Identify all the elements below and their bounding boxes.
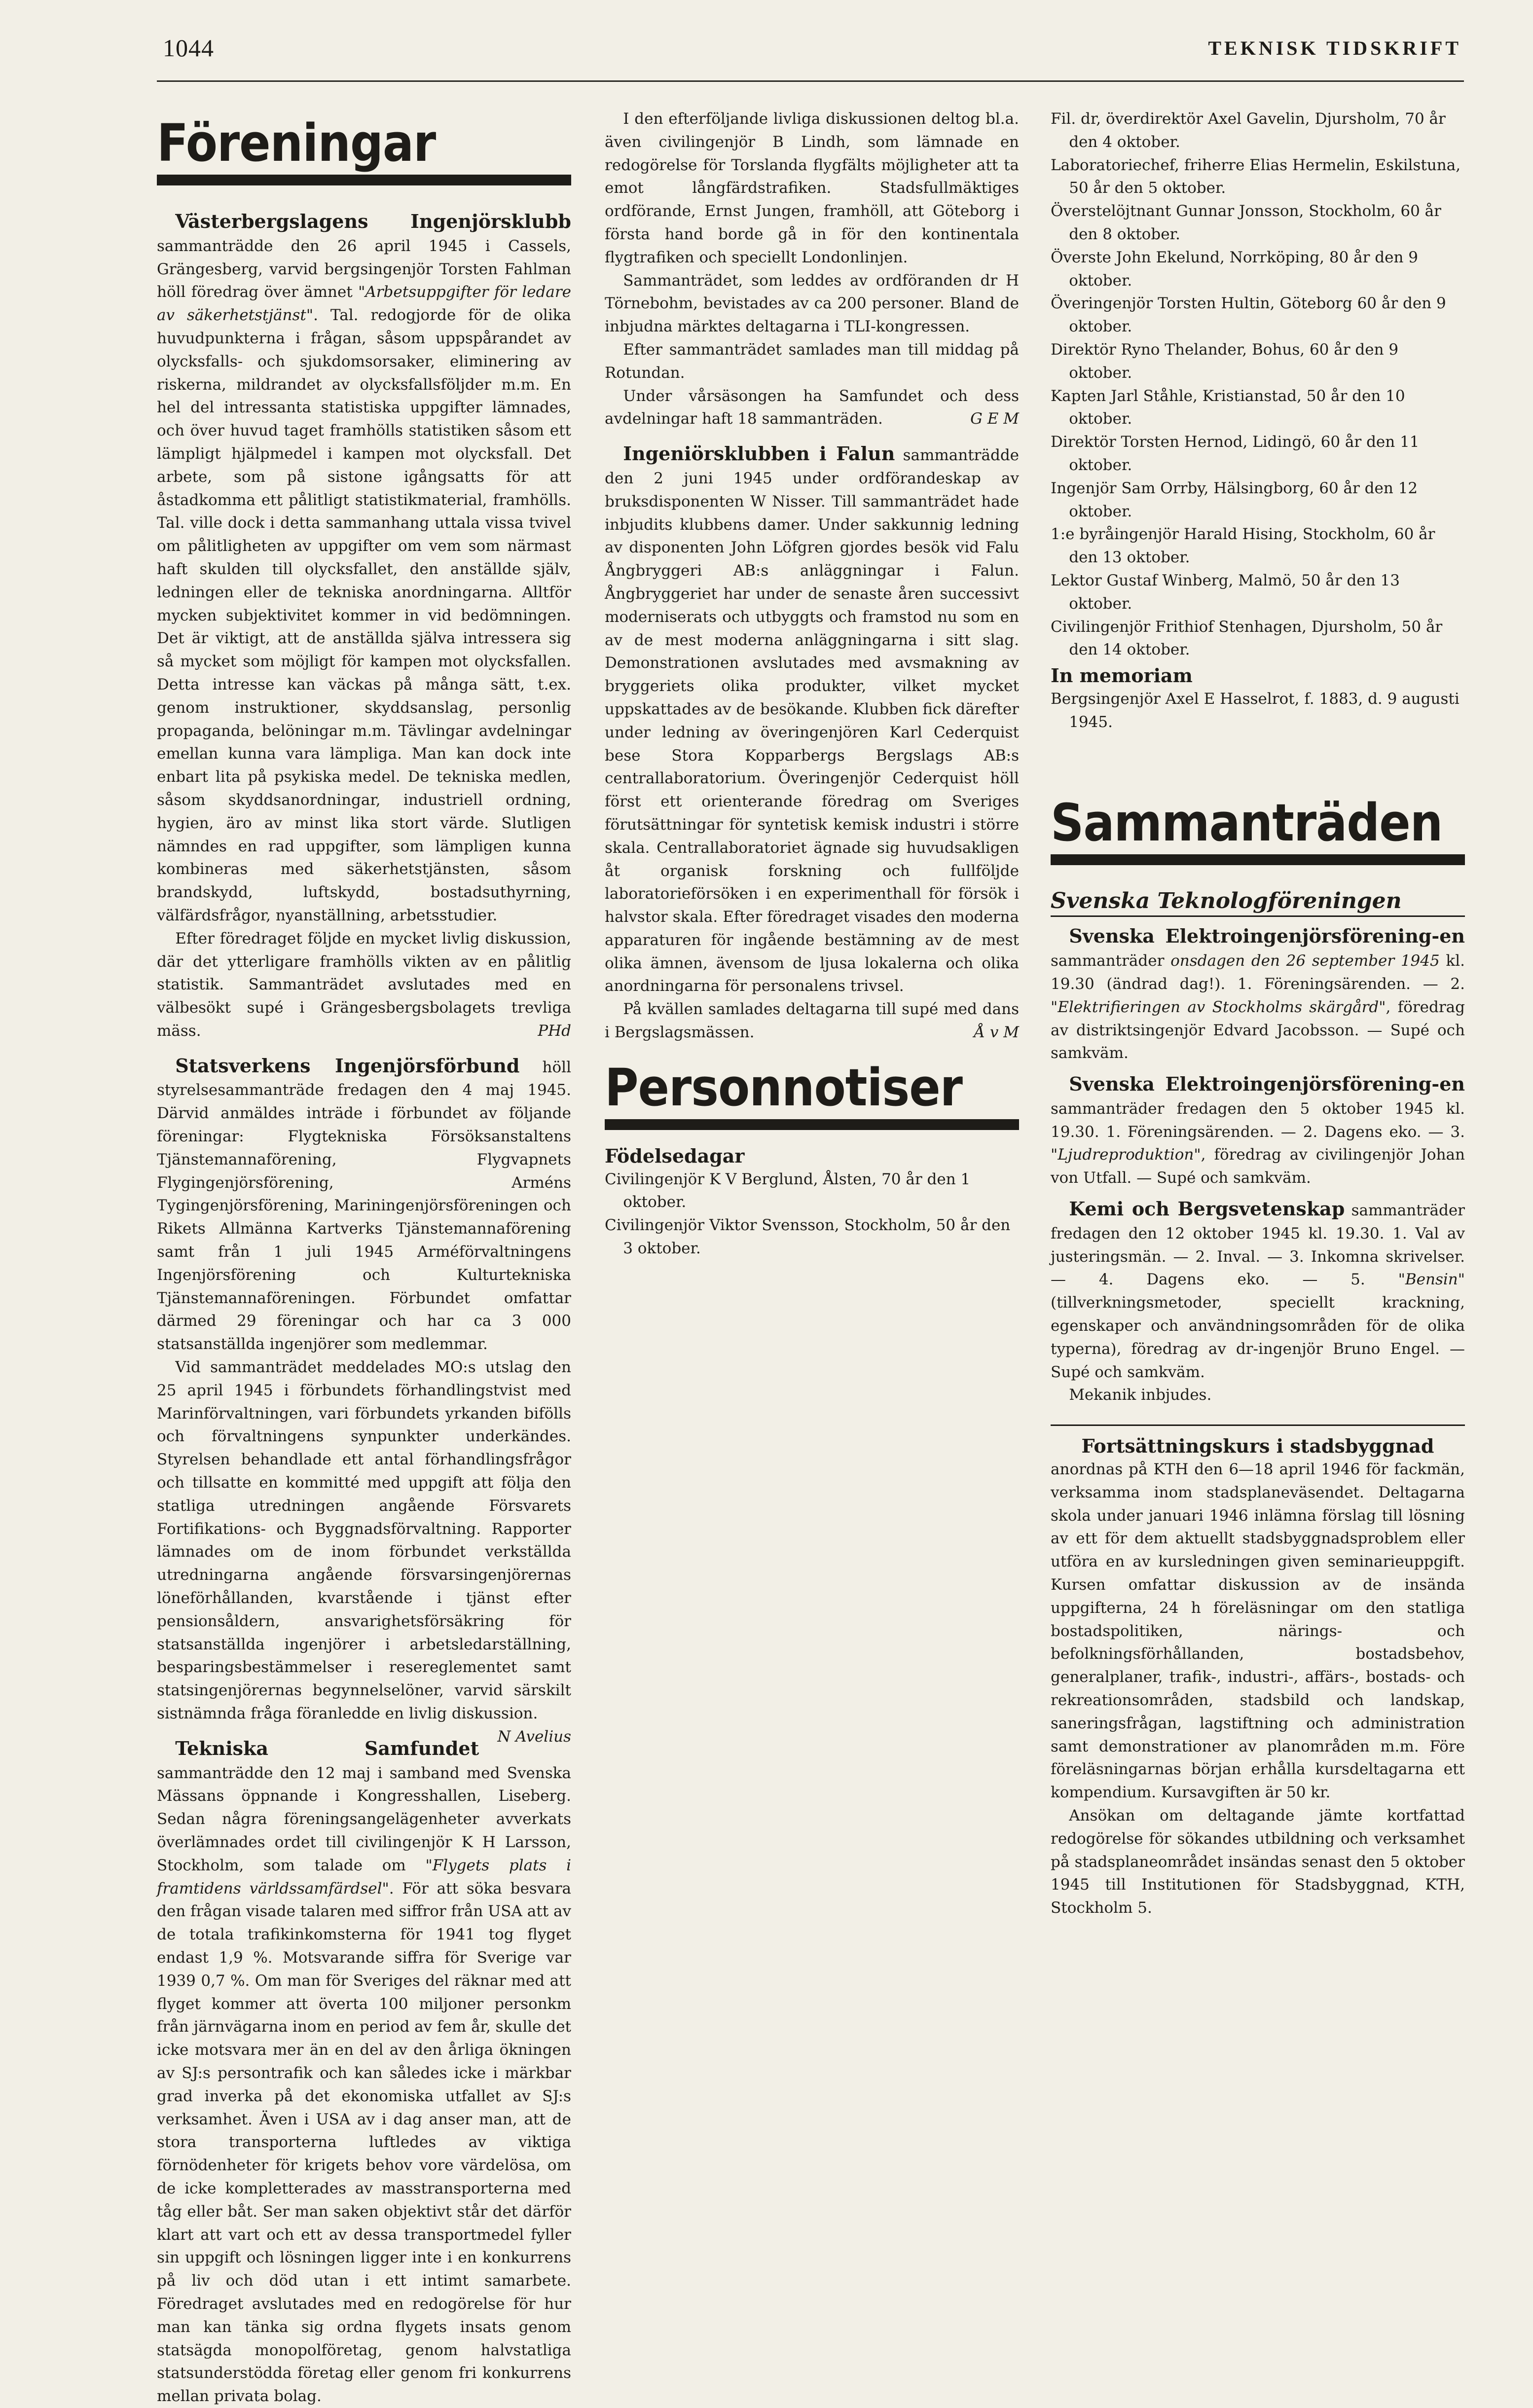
club-name: Statsverkens Ingenjörsförbund: [175, 1054, 520, 1077]
page-number: 1044: [163, 34, 214, 62]
club-name: Ingeniörsklubben i Falun: [623, 442, 895, 465]
paragraph: Under vårsäsongen ha Samfundet och dess avdelningar haft 18 sammanträden. G E M: [605, 385, 1019, 431]
meeting-heading: Svenska Elektroingenjörsförening-en: [1069, 925, 1465, 948]
signature: PHd: [538, 1022, 571, 1040]
signature: N Avelius: [497, 1727, 571, 1746]
section-rule: [605, 1119, 1019, 1130]
column-1: [157, 113, 571, 2408]
birthday-entry: Kapten Jarl Ståhle, Kristianstad, 50 år den 10 oktober.: [1051, 387, 1405, 428]
article-tekniska-samfundet: Tekniska Samfundet sammanträdde den 12 maj i samband med Svenska Mässans öppnande i Kongresshallen, Liseberg. Sedan några föreningsangelägenheter avverkats överlämnades ordet till civilingenjör K H Larsson, Stockholm, som talade om "Flygets plats i framtidens världssamfärdsel". För att söka besvara den frågan visade talaren med siffror från USA att av de totala trafikinkomsterna för 1941 tog flyget endast 1,9 %. Motsvarande siffra för Sverige var 1939 0,7 %. Om man för Sveriges del räknar med att flyget kommer att överta 100 miljoner personkm från järnvägarna inom en period av fem år, skulle det icke motsvara mer än en del av den årliga ökningen av SJ:s persontrafik och kan således icke i märkbar grad inverka på det ekonomiska utfallet av SJ:s verksamhet. Även i USA av i dag anser man, att de stora transporterna luftledes av viktiga förnödenheter för krigets behov vore värdelösa, om de icke kompletterades av masstransporterna med tåg eller båt. Ser man saken objektivt står det därför klart att vart och ett av dessa transportmedel fyller sin uppgift och lösningen ligger inte i en konkurrens på liv och död utan i ett intimt samarbete. Föredraget avslutades med en redogörelse för hur man kan tänka sig ordna flygets insats genom statsägda monopolföretag, genom halvstatliga statsunderstödda företag eller genom fri konkurrens mellan privata bolag.: [157, 1737, 572, 2406]
club-name: Tekniska Samfundet: [175, 1737, 479, 1759]
birthday-list-part-2: [1051, 108, 1465, 661]
birthday-entry: Överingenjör Torsten Hultin, Göteborg 60 år den 9 oktober.: [1051, 294, 1446, 336]
birthday-entry: Direktör Torsten Hernod, Lidingö, 60 år den 11 oktober.: [1051, 433, 1420, 474]
section-rule: [1051, 854, 1465, 865]
meeting-notice: Svenska Elektroingenjörsförening-en sammanträder onsdagen den 26 september 1945 kl. 19.30 (ändrad dag!). 1. Föreningsärenden. — 2. "Elektrifieringen av Stockholms skärgård", föredrag av distriktsingenjör Edvard Jacobsson. — Supé och samkväm.: [1051, 925, 1465, 1062]
header-rule: [157, 80, 1464, 82]
section-rule: [157, 175, 571, 185]
organization-heading: Svenska Teknologföreningen: [1051, 888, 1402, 913]
subsection-rule: [1051, 915, 1465, 917]
paragraph: I den efterföljande livliga diskussionen deltog bl.a. även civilingenjör B Lindh, som lämnade en redogörelse för Torslanda flygfälts möjligheter att ta emot långfärdstrafiken. Stadsfullmäktiges ordförande, Ernst Jungen, framhöll, att Göteborg i första hand borde gå in för den kontinentala flygtrafiken och speciellt Londonlinjen.: [605, 110, 1019, 266]
birthday-entry: Överstelöjtnant Gunnar Jonsson, Stockholm, 60 år den 8 oktober.: [1051, 202, 1441, 243]
memoriam-entry: Bergsingenjör Axel E Hasselrot, f. 1883, d. 9 augusti 1945.: [1051, 690, 1460, 731]
column-3: [1051, 108, 1465, 1920]
birthday-list-part-1: [605, 1168, 1019, 1260]
birthday-entry: 1:e byråingenjör Harald Hising, Stockholm, 60 år den 13 oktober.: [1051, 525, 1435, 567]
paragraph: Ansökan om deltagande jämte kortfattad redogörelse för sökandes utbildning och verksamhet på stadsplaneområdet insändas senast den 5 oktober 1945 till Institutionen för Stadsbyggnad, KTH, Stockholm 5.: [1051, 1807, 1465, 1917]
subheading-fodelsedagar: Födelsedagar: [605, 1144, 745, 1167]
meeting-notice: Svenska Elektroingenjörsförening-en sammanträder fredagen den 5 oktober 1945 kl. 19.30. 1. Föreningsärenden. — 2. Dagens eko. — 3. "Ljudreproduktion", föredrag av civilingenjör Johan von Utfall. — Supé och samkväm.: [1051, 1073, 1465, 1187]
meeting-heading: Svenska Elektroingenjörsförening-en: [1069, 1073, 1465, 1095]
journal-title: TEKNISK TIDSKRIFT: [1208, 37, 1461, 59]
paragraph: Efter sammanträdet samlades man till middag på Rotundan.: [605, 340, 1019, 382]
birthday-entry: Lektor Gustaf Winberg, Malmö, 50 år den 13 oktober.: [1051, 571, 1400, 613]
birthday-entry: Laboratoriechef, friherre Elias Hermelin, Eskilstuna, 50 år den 5 oktober.: [1051, 156, 1461, 197]
meeting-notice: Kemi och Bergsvetenskap sammanträder fredagen den 12 oktober 1945 kl. 19.30. 1. Val av justeringsmän. — 2. Inval. — 3. Inkomna skrivelser. — 4. Dagens eko. — 5. "Bensin" (tillverkningsmetoder, speciellt krackning, egenskaper och användningsområden för de olika typerna), föredrag av dr-ingenjör Bruno Engel. — Supé och samkväm.: [1051, 1198, 1465, 1381]
birthday-entry: Direktör Ryno Thelander, Bohus, 60 år den 9 oktober.: [1051, 340, 1399, 382]
paragraph: Efter föredraget följde en mycket livlig diskussion, där det ytterligare framhölls vikten av en pålitlig statistik. Sammanträdet avslutades med en välbesökt supé i Grängesbergsbolagets trevliga mäss. PHd: [157, 927, 571, 1043]
signature: Å v M: [974, 1023, 1019, 1042]
subheading-in-memoriam: In memoriam: [1051, 664, 1193, 687]
course-heading: Fortsättningskurs i stadsbyggnad: [1081, 1435, 1434, 1458]
birthday-entry: Civilingenjör Viktor Svensson, Stockholm, 50 år den 3 oktober.: [605, 1216, 1011, 1258]
column-2: [605, 108, 1019, 1260]
article-vasterbergslagen: Västerbergslagens Ingenjörsklubb sammanträdde den 26 april 1945 i Cassels, Grängesberg, varvid bergsingenjör Torsten Fahlman höll föredrag över ämnet "Arbetsuppgifter för ledare av säkerhetstjänst". Tal. redogjorde för de olika huvudpunkterna i frågan, såsom uppspårandet av olycksfalls- och sjukdomsorsaker, eliminering av riskerna, mildrandet av olycksfallsföljder m.m. En hel del intressanta statistiska uppgifter lämnades, och över huvud taget framhölls statistiken såsom ett lämpligt hjälpmedel i kampen mot olycksfall. Det arbete, som på sistone igångsatts för att åstadkomma ett pålitligt statistikmaterial, framhölls. Tal. ville dock i detta sammanhang uttala vissa tvivel om pålitligheten av uppgifter om vem som närmast haft skulden till olycksfallet, den anställde själv, ledningen eller de tekniska anordningarna. Alltför mycken subjektivitet kommer in vid bedömningen. Det är viktigt, att de anställda själva intressera sig så mycket som möjligt för kampen mot olycksfallen. Detta intresse kan väckas på många sätt, t.ex. genom instruktioner, skyddsanslag, personlig propaganda, belöningar m.m. Tävlingar avdelningar emellan kunna vara lämpliga. Man kan dock inte enbart lita på psykiska medel. De tekniska medlen, såsom skyddsanordningar, industriell ordning, hygien, äro av minst lika stort värde. Slutligen nämndes en rad uppgifter, som lämpligen kunna kombineras med säkerhetstjänsten, såsom brandskydd, luftskydd, bostadsuthyrning, välfärdsfrågor, nyanställning, arbetsstudier.: [157, 210, 572, 924]
birthday-entry: Civilingenjör Frithiof Stenhagen, Djursholm, 50 år den 14 oktober.: [1051, 618, 1443, 659]
subsection-rule: [1051, 1424, 1465, 1426]
club-name: Västerbergslagens Ingenjörsklubb: [175, 210, 571, 232]
paragraph: Vid sammanträdet meddelades MO:s utslag den 25 april 1945 i förbundets förhandlingstvist med Marinförvaltningen, vari förbundets yrkanden bifölls och förvaltningens synpunkter underkändes. Styrelsen behandlade ett antal förhandlingsfrågor och tillsatte en kommitté med uppgift att följa den statliga utredningen angående Försvarets Fortifikations- och Byggnadsförvaltning. Rapporter lämnades om de inom förbundet verkställda utredningarna angående försvarsingenjörernas löneförhållanden, kvarstående i tjänst efter pensionsåldern, ansvarighetsförsäkring för statsanställda ingenjörer i arbetsledarställning, besparingsbestämmelser i resereglementet samt statsingenjörernas begynnelselöner, varvid särskilt sistnämnda fråga föranledde en livlig diskussion. N Avelius: [157, 1356, 571, 1725]
section-title-personnotiser: Personnotiser: [605, 1057, 962, 1118]
birthday-entry: Civilingenjör K V Berglund, Ålsten, 70 år den 1 oktober.: [605, 1170, 971, 1211]
section-title-foreningar: Föreningar: [157, 113, 436, 173]
article-falun: Ingeniörsklubben i Falun sammanträdde den 2 juni 1945 under ordförandeskap av bruksdisponenten W Nisser. Till sammanträdet hade inbjudits klubbens damer. Under sakkunnig ledning av disponenten John Löfgren gjordes besök vid Falu Ångbryggeri AB:s anläggningar i Falun. Ångbryggeriet har under de senaste åren successivt moderniserats och utbyggts och framstod nu som en av de mest moderna anläggningarna i sitt slag. Demonstrationen avslutades med avsmakning av bryggeriets olika produkter, vilket mycket uppskattades av de besökande. Klubben fick därefter under ledning av överingenjören Karl Cederquist bese Stora Kopparbergs Bergslags AB:s centrallaboratorium. Överingenjör Cederquist höll först ett orienterande föredrag om Sveriges förutsättningar för syntetisk kemisk industri i större skala. Centrallaboratoriet ägnade sig huvudsakligen åt organisk forskning och fullföljde laboratorieförsöken i en experimenthall för försök i halvstor skala. Efter föredraget visades den moderna apparaturen för ingående bestämning av de mest olika ämnen, ävensom de ljusa lokalerna och olika anordningarna för personalens trivsel.: [605, 442, 1020, 995]
section-title-sammantraden: Sammanträden: [1051, 792, 1443, 853]
birthday-entry: Fil. dr, överdirektör Axel Gavelin, Djursholm, 70 år den 4 oktober.: [1051, 110, 1446, 151]
paragraph: anordnas på KTH den 6—18 april 1946 för fackmän, verksamma inom stadsplaneväsendet. Deltagarna skola under januari 1946 inlämna förslag till lösning av ett för dem aktuellt stadsbyggnadsproblem eller utföra en av kursledningen given seminarieuppgift. Kursen omfattar diskussion av de insända uppgifterna, 24 h föreläsningar om den statliga bostadspolitiken, närings- och befolkningsförhållanden, bostadsbehov, generalplaner, trafik-, industri-, affärs-, bostads- och rekreationsområden, stadsbild och landskap, saneringsfrågan, lagstiftning och administration samt demonstrationer av planområden m.m. Före föreläsningarnas början erhålla kursdeltagarna ett kompendium. Kursavgiften är 50 kr.: [1051, 1460, 1465, 1802]
paragraph: Sammanträdet, som leddes av ordföranden dr H Törnebohm, bevistades av ca 200 personer. Bland de inbjudna märktes deltagarna i TLI-kongressen.: [605, 271, 1019, 336]
paragraph: Mekanik inbjudes.: [1069, 1386, 1212, 1404]
birthday-entry: Överste John Ekelund, Norrköping, 80 år den 9 oktober.: [1051, 248, 1419, 290]
birthday-entry: Ingenjör Sam Orrby, Hälsingborg, 60 år den 12 oktober.: [1051, 479, 1418, 520]
article-statsverken: Statsverkens Ingenjörsförbund höll styrelsesammanträde fredagen den 4 maj 1945. Därvid anmäldes inträde i förbundet av följande föreningar: Flygtekniska Försöksanstaltens Tjänstemannaförening, Flygvapnets Flygingenjörsförening, Arméns Tygingenjörsförening, Mariningenjörsföreningen och Rikets Allmänna Kartverks Tjänstemannaförening samt från 1 juli 1945 Arméförvaltningens Ingenjörsförening och Kulturtekniska Tjänstemannaföreningen. Förbundet omfattar därmed 29 föreningar och har ca 3 000 statsanställda ingenjörer som medlemmar.: [157, 1054, 571, 1353]
meeting-heading: Kemi och Bergsvetenskap: [1069, 1198, 1345, 1220]
signature: G E M: [970, 410, 1019, 428]
paragraph: På kvällen samlades deltagarna till supé med dans i Bergslagsmässen. Å v M: [605, 998, 1019, 1044]
